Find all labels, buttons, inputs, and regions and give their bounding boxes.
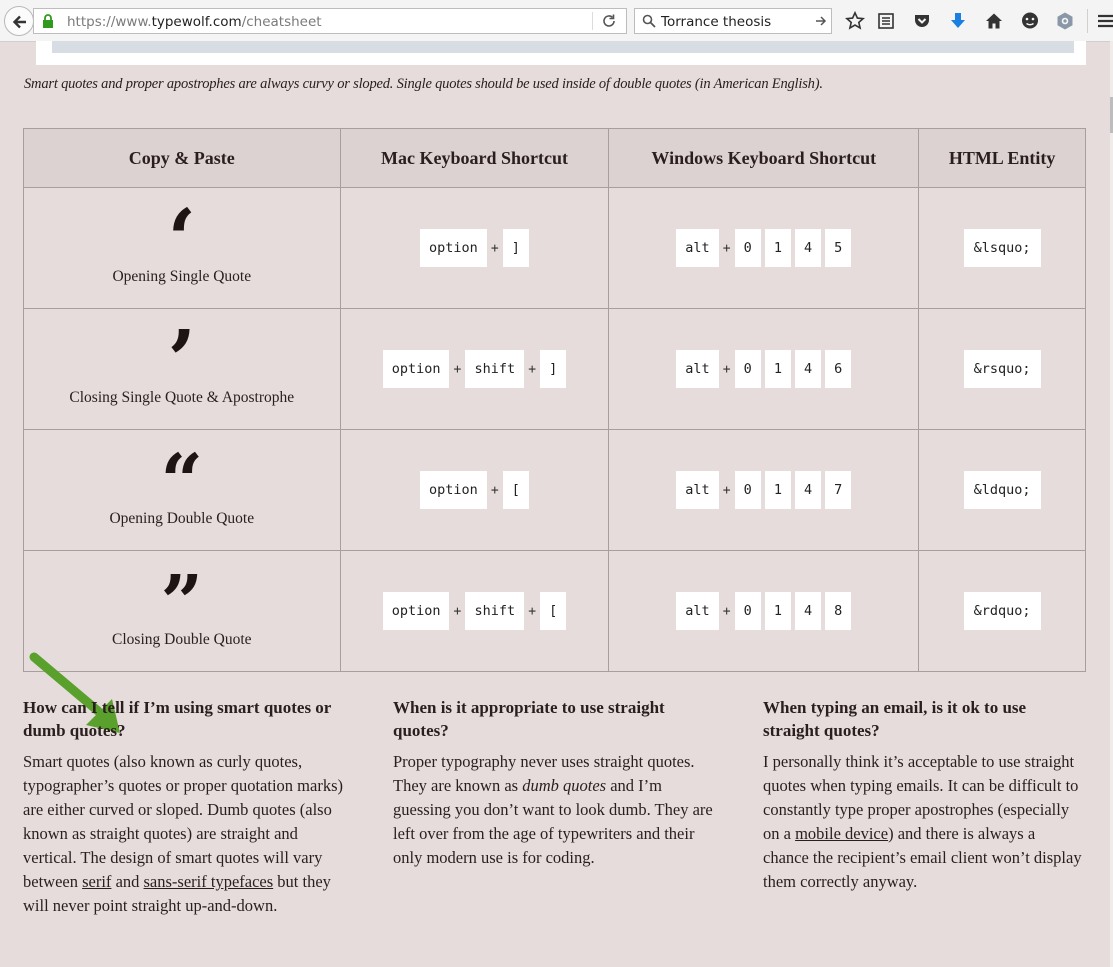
bookmark-star-icon[interactable] xyxy=(845,11,865,31)
key-cap: ] xyxy=(503,229,529,267)
entity-code[interactable]: &ldquo; xyxy=(964,471,1041,509)
answer-text: and xyxy=(111,872,144,891)
quote-label: Opening Double Quote xyxy=(109,510,255,527)
key-cap: 6 xyxy=(825,350,851,388)
key-cap: 0 xyxy=(735,471,761,509)
copy-paste-cell xyxy=(24,430,341,551)
inline-link[interactable]: sans-serif typefaces xyxy=(143,872,274,891)
copy-paste-cell xyxy=(24,309,341,430)
answer-text: ) and there is always a chance the recipient’s email client won’t display them correctly anyway. xyxy=(763,824,1082,891)
answer-text: but they will never point straight up-and-down. xyxy=(23,872,331,915)
url-divider xyxy=(592,12,593,30)
key-plus: + xyxy=(453,361,462,377)
windows-shortcut-cell xyxy=(609,188,919,309)
pocket-icon[interactable] xyxy=(912,11,932,31)
copy-paste-cell xyxy=(24,188,341,309)
key-cap: alt xyxy=(676,592,718,630)
table-row xyxy=(24,188,1086,309)
faq-answer xyxy=(23,750,345,918)
entity-code[interactable]: &rdquo; xyxy=(964,592,1041,630)
key-cap: shift xyxy=(465,350,524,388)
windows-shortcut-cell xyxy=(609,430,919,551)
page-content xyxy=(0,41,1113,967)
answer-text: Smart quotes (also known as curly quotes, typographer’s quotes or proper quotation marks) are either curved or sloped. Dumb quotes (also known as straight quotes) are straight and vertical. The design of smart quotes will vary between xyxy=(23,752,343,891)
top-panel xyxy=(36,41,1086,65)
lock-icon xyxy=(42,14,54,29)
emphasis-text: dumb quotes xyxy=(522,776,607,795)
key-cap: 1 xyxy=(765,471,791,509)
reading-list-icon[interactable] xyxy=(876,11,896,31)
key-cap: 1 xyxy=(765,350,791,388)
search-icon xyxy=(642,14,656,28)
key-cap: alt xyxy=(676,350,718,388)
key-plus: + xyxy=(722,240,731,256)
quotes-note: Smart quotes and proper apostrophes are always curvy or sloped. Single quotes should be used inside of double quotes (in American English). xyxy=(24,76,823,92)
key-cap: 4 xyxy=(795,229,821,267)
key-plus: + xyxy=(528,361,537,377)
table-row xyxy=(24,309,1086,430)
windows-shortcut-cell xyxy=(609,551,919,672)
key-plus: + xyxy=(722,482,731,498)
key-cap: 1 xyxy=(765,229,791,267)
back-button[interactable] xyxy=(4,6,34,36)
key-cap: [ xyxy=(503,471,529,509)
table-header-row xyxy=(24,129,1086,188)
extension-icon[interactable] xyxy=(1055,11,1075,31)
key-plus: + xyxy=(722,361,731,377)
faq-question: When typing an email, is it ok to use straight quotes? xyxy=(763,698,1027,740)
faq-question: How can I tell if I’m using smart quotes or dumb quotes? xyxy=(23,698,332,740)
header-copy-paste: Copy & Paste xyxy=(24,129,341,188)
home-icon[interactable] xyxy=(984,11,1004,31)
key-cap: 4 xyxy=(795,350,821,388)
faq-email-quotes xyxy=(763,696,1085,894)
go-arrow-icon[interactable] xyxy=(815,15,827,27)
key-cap: 0 xyxy=(735,350,761,388)
header-windows-shortcut: Windows Keyboard Shortcut xyxy=(609,129,919,188)
menu-icon[interactable] xyxy=(1096,11,1113,31)
key-cap: 8 xyxy=(825,592,851,630)
faq-answer xyxy=(763,750,1085,894)
answer-text: Proper typography never uses straight quotes. They are known as xyxy=(393,752,695,795)
key-cap: 0 xyxy=(735,592,761,630)
key-cap: shift xyxy=(465,592,524,630)
quote-glyph[interactable]: ” xyxy=(160,560,204,646)
key-cap: alt xyxy=(676,471,718,509)
key-cap: 7 xyxy=(825,471,851,509)
key-plus: + xyxy=(490,482,499,498)
toolbar-divider xyxy=(1087,9,1088,33)
key-cap: option xyxy=(420,229,487,267)
faq-smart-or-dumb xyxy=(23,696,345,918)
key-plus: + xyxy=(453,603,462,619)
html-entity-cell xyxy=(919,551,1086,672)
key-cap: [ xyxy=(540,592,566,630)
key-cap: alt xyxy=(676,229,718,267)
key-plus: + xyxy=(528,603,537,619)
key-plus: + xyxy=(722,603,731,619)
browser-toolbar xyxy=(0,0,1113,42)
html-entity-cell xyxy=(919,430,1086,551)
entity-code[interactable]: &lsquo; xyxy=(964,229,1041,267)
key-cap: 1 xyxy=(765,592,791,630)
key-cap: 4 xyxy=(795,471,821,509)
key-cap: 5 xyxy=(825,229,851,267)
quote-label: Closing Single Quote & Apostrophe xyxy=(69,389,295,406)
faq-answer xyxy=(393,750,715,870)
quote-glyph[interactable]: ‘ xyxy=(167,192,197,288)
faq-question: When is it appropriate to use straight quotes? xyxy=(393,698,665,740)
url-text: https://www.typewolf.com/cheatsheet xyxy=(67,14,322,30)
download-icon[interactable] xyxy=(948,11,968,31)
quote-glyph[interactable]: “ xyxy=(160,439,204,525)
mac-shortcut-cell xyxy=(340,309,609,430)
search-bar[interactable] xyxy=(634,8,832,34)
table-row xyxy=(24,551,1086,672)
search-text: Torrance theosis xyxy=(661,14,772,30)
quote-label: Closing Double Quote xyxy=(112,631,252,648)
chat-icon[interactable] xyxy=(1020,11,1040,31)
faq-straight-quotes xyxy=(393,696,715,870)
url-bar[interactable] xyxy=(33,8,627,34)
inline-link[interactable]: mobile device xyxy=(795,824,889,843)
quote-label: Opening Single Quote xyxy=(112,268,252,285)
smart-quotes-table xyxy=(23,128,1086,672)
key-plus: + xyxy=(490,240,499,256)
header-html-entity: HTML Entity xyxy=(919,129,1086,188)
reload-icon[interactable] xyxy=(601,13,617,29)
answer-text: and I’m guessing you don’t want to look dumb. They are left over from the age of typewriters and their only modern use is for coding. xyxy=(393,776,713,867)
entity-code[interactable]: &rsquo; xyxy=(964,350,1041,388)
mac-shortcut-cell xyxy=(340,188,609,309)
key-cap: ] xyxy=(540,350,566,388)
html-entity-cell xyxy=(919,188,1086,309)
header-mac-shortcut: Mac Keyboard Shortcut xyxy=(340,129,609,188)
back-arrow-icon xyxy=(11,13,29,31)
table-row xyxy=(24,430,1086,551)
html-entity-cell xyxy=(919,309,1086,430)
key-cap: 4 xyxy=(795,592,821,630)
quote-glyph[interactable]: ’ xyxy=(167,313,197,409)
key-cap: option xyxy=(383,592,450,630)
windows-shortcut-cell xyxy=(609,309,919,430)
key-cap: option xyxy=(420,471,487,509)
mac-shortcut-cell xyxy=(340,551,609,672)
key-cap: option xyxy=(383,350,450,388)
inline-link[interactable]: serif xyxy=(82,872,112,891)
answer-text: I personally think it’s acceptable to use straight quotes when typing emails. It can be difficult to constantly type proper apostrophes (especially on a xyxy=(763,752,1079,843)
key-cap: 0 xyxy=(735,229,761,267)
mac-shortcut-cell xyxy=(340,430,609,551)
